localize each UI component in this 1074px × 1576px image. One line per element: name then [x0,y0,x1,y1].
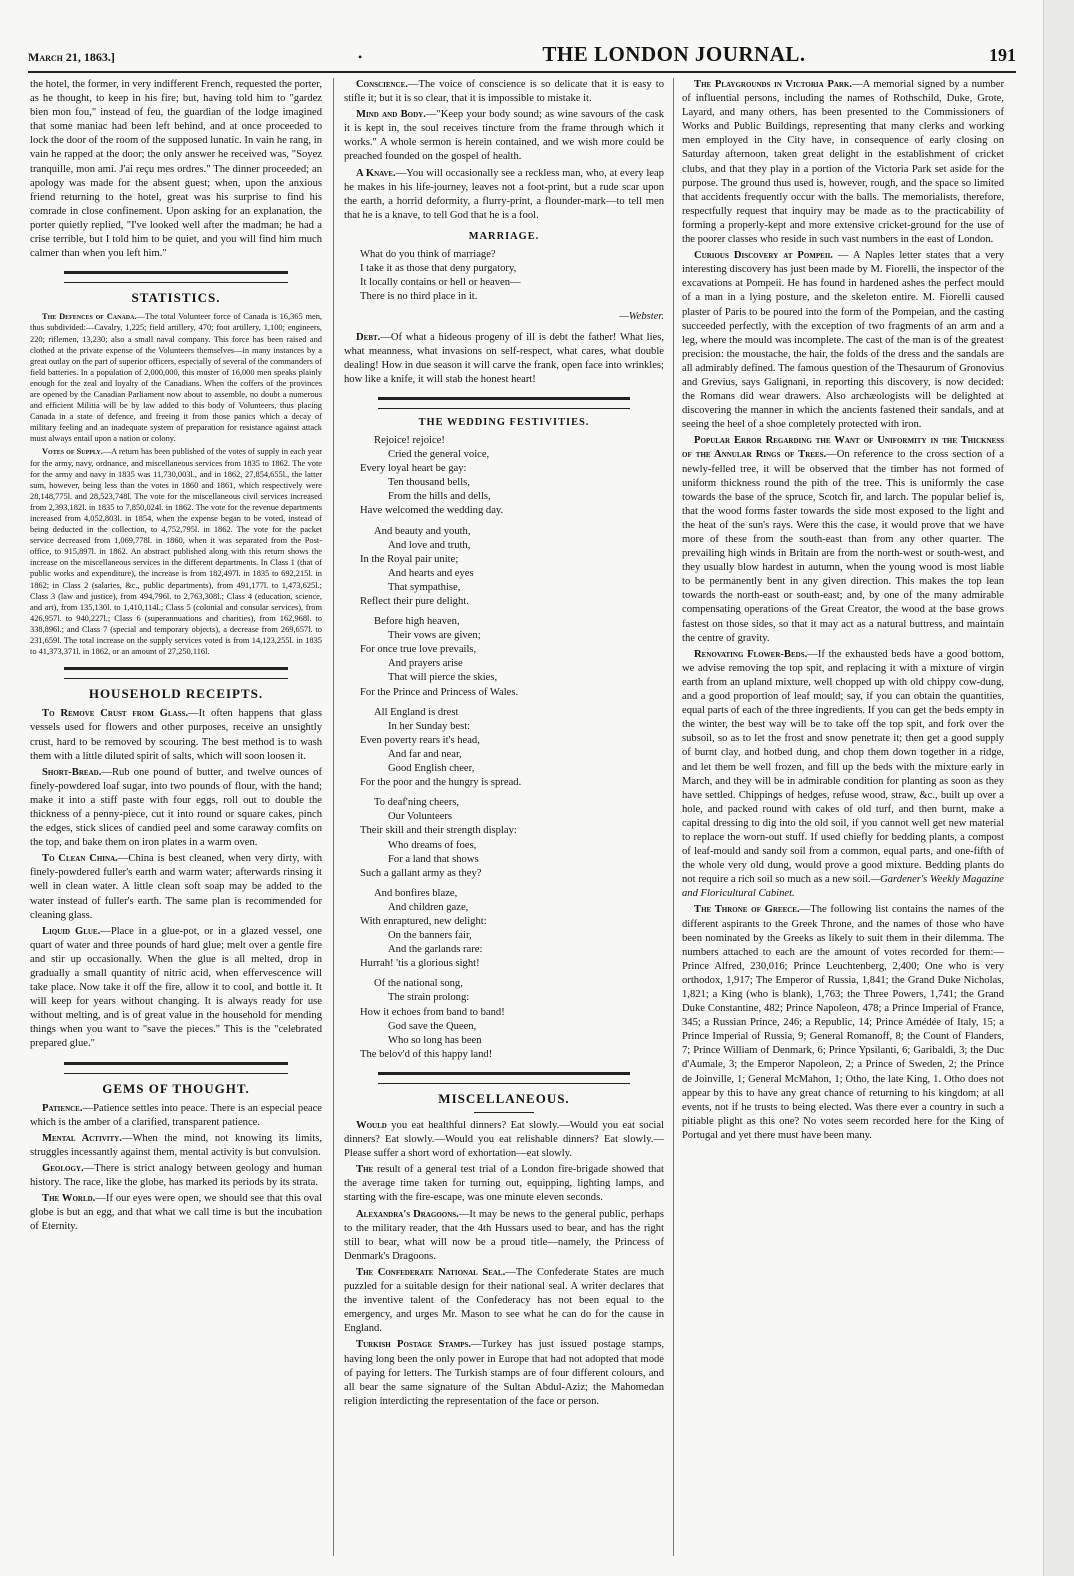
poem-line: All England is drest [374,706,459,718]
article-title: Debt. [356,331,381,343]
article-body: —It often happens that glass vessels used for flowers and other purposes, receive an unsightly crust, hard to be removed by scouring. The best method is to wash them with a little diluted spirit of salts, which will soon loosen it. [30,708,322,762]
article-body: — A Naples letter states that a very interesting discovery has just been made by M. Fiorelli, the inspector of the excavations at Pompeii. He has found in hardened ashes the perfect mould of a man in a lying posture, and the skeleton entire. M. Fiorelli caused plaster of Paris to be poured into the form of the Pompeian, and the casting succeeded perfectly, with the exception of two fragments of an arm and a leg, where the mould was incomplete. The cast of the man is of the greatest precision: the moustache, the hair, the folds of the dress and the sandals are all admirably defined. The famous question of the Thesaurum of Gronovius and Grevius, says Galignani, in reporting this discovery, is now decided: the Romans did wear drawers. Also archæologists will be delighted at discovering the manner in which the ancients fastened their sandals, and at seeing the heel of a shoe completely protected with iron. [682,250,1004,431]
article-title: Short-Bread. [42,766,102,778]
section-ornament [64,271,288,283]
article-title: The Throne of Greece. [694,904,800,916]
poem-line: And hearts and eyes [388,567,474,579]
article-title: Popular Error Regarding the Want of Uniformity in the Thickness of the Annular Rings of Trees. [682,435,1004,461]
misc-heading: MISCELLANEOUS. [438,1090,570,1106]
section-ornament [378,1072,630,1084]
household-heading: HOUSEHOLD RECEIPTS. [88,686,264,702]
article-body: —A return has been published of the votes of supply in each year for the army, navy, ordnance, and miscellaneous services from 1835 to 1862. The vote for the army and navy in 1835 was 11,730,003l., and in 1862, 27,854,655l., the latter sum, however, being less than the votes in 1860 and 1861, which respectively were 28,148,775l. and 28,523,748l. The vote for the miscellaneous civil services increased from 2,393,182l. in 1835 to 7,850,024l. in 1862. The vote for the revenue departments increased from 4,052,803l. in 1854, when the expense began to be voted, instead of being deducted in the collection, to 4,752,795l. in 1862. The vote for the packet service decreased from 1,069,778l. in 1860, when it was separated from the Post-office, to 915,897l. in 1862. An abstract published along with this return shows the increase on the miscellaneous services in the different departments. In Class 1 (that of public works and expenditure), the increase is from 182,497l. in 1835 to 692,215l. in 1862; in Class 2 (salaries, &c., public departments), from 491,177l. to 1,473,625l.; Class 3 (law and justice), from 494,796l. to 2,763,308l.; Class 4 (education, science, and art), from 135,130l. to 1,410,114l.; Class 5 (colonial and consular services), from 426,957l. to 940,227l.; Class 6 (superannuations and charities), from 162,968l. to 338,896l.; and Class 7 (special and temporary objects), a decrease from 269,657l. to 231,659l. The total increase on the supply services voted is from 14,123,255l. in 1835 to 41,373,371l. in 1862, or an amount of 27,250,116l. [30,447,322,657]
poem-stanza [344,796,664,881]
section-ornament [378,397,630,409]
column-right [682,78,1004,1558]
poem-line: Ten thousand bells, [388,477,470,489]
article-body: —The voice of conscience is so delicate that it is easy to stifle it; but it is so clear, that it is impossible to mistake it. [344,79,664,105]
article-title: Mental Activity. [42,1132,122,1144]
poem-line: Good English cheer, [388,763,475,775]
poem-line: And far and near, [388,748,462,760]
article [682,249,1004,432]
poem-line: And bonfires blaze, [374,887,458,899]
article-title: Conscience. [356,79,408,90]
section-ornament [64,1062,288,1074]
article-body: —When the mind, not knowing its limits, struggles incessantly against them, mental activity is but convulsion. [30,1132,322,1158]
poem-line: Before high heaven, [374,616,460,628]
poem-line: For the Prince and Princess of Wales. [360,686,519,698]
article [682,434,1004,645]
poem-line: The strain prolong: [388,992,470,1004]
article [30,1132,322,1160]
article-title: Turkish Postage Stamps. [356,1339,472,1351]
article-body: —You will occasionally see a reckless man, who, at every leap he makes in his life-journey, leaves not a foot-print, but a rude scar upon the earth, a horrid deformity, a flurry-print, a flounder-mark—to tell men that he is a knave, to tell God that he is a fool. [344,167,664,221]
poem-line: For once true love prevails, [360,644,477,656]
article-body: —It may be news to the general public, perhaps to the military reader, that the 4th Hussars used to bear, and has the right still to bear, what will now be a proud title—namely, the Princess of Denmark's Dragoons. [344,1208,664,1262]
poem-line: And love and truth, [388,539,471,551]
statistics-section [30,311,322,657]
poem-line: To deaf'ning cheers, [374,797,459,809]
poem-line: What do you think of marriage? [360,249,496,261]
article [344,331,664,387]
poem-stanza [344,977,664,1062]
story-continuation: the hotel, the former, in very indifferent French, requested the porter, as he thought, to keep in his fire; but, having told him to "gardez bien mon fou," instead of feu, the guardian of the lodge imagined that some maniac had been left behind, and at once proceeded to lock the door of the room of the supposed lunatic. In vain he rang, in vain he rapped at the door; the only answer he received was, "Soyez tranquille, mon ami. J'ai reçu mes ordres." The dinner proceeded; an apology was made for the absent guest; when, upon the anxious friend returning to the hotel, great was his surprise to find his comrade in close confinement. Upon asking for an explanation, the porter quietly replied, "I've looked well after the madman; he had a crise terrible, but I told him to be quiet, and you will find him much calmer than when you left him." [30,79,322,260]
masthead-rule [28,71,1016,73]
poem-line: I take it as those that deny purgatory, [360,263,517,275]
poem-line: There is no third place in it. [360,291,478,303]
article [682,903,1004,1143]
poem-line: In the Royal pair unite; [360,553,459,565]
article [30,925,322,1052]
article-body: —Of what a hideous progeny of ill is debt the father! What lies, what meanness, what invasions on self-respect, what cares, what double dealing! How in due season it will carve the frank, open face into wrinkles; how like a knife, it will stab the honest heart! [344,331,664,385]
article-title: The Playgrounds in Victoria Park. [694,79,853,90]
article-body: —Patience settles into peace. There is an especial peace which is the amber of a clarified, transparent patience. [30,1102,322,1128]
article-title: Liquid Glue. [42,925,101,937]
statistics-heading: STATISTICS. [131,290,221,306]
article-body: —Rub one pound of butter, and twelve ounces of finely-powdered loaf sugar, into two pounds of flour, with the hand; make it into a stiff paste with four eggs, roll out to double the thickness of a penny-piece, cut it into round or square cakes, pinch the edges, stick slices of candied peel and some caraway comfits on the top, and bake them on iron plates in a warm oven. [30,766,322,849]
article [30,311,322,444]
column-divider [333,78,334,1556]
poem-attribution: —Webster. [619,311,664,323]
poem-line: Such a gallant army as they? [360,867,482,879]
article [344,1338,664,1408]
poem-line: Their skill and their strength display: [360,825,517,837]
article-body: —China is best cleaned, when very dirty, with finely-powdered fuller's earth and warm water; afterwards rinsing it well in clean water. A little clean soft soap may be added to the water instead of fuller's earth. The same plan is recommended for cleaning glass. [30,853,322,921]
column-left [30,78,322,1558]
article [30,446,322,657]
article-body: result of a general test trial of a London fire-brigade showed that the average time taken for turning out, equipping, lighting lamps, and starting with the fire-escape, was one minute eleven seconds. [344,1164,664,1204]
poem-stanza [344,615,664,700]
marriage-poem [344,248,664,304]
article-title: Curious Discovery at Pompeii. [694,250,833,262]
poem-line: Who so long has been [388,1034,482,1046]
poem-line: Hurrah! 'tis a glorious sight! [360,958,480,970]
article-title: Would [356,1120,387,1131]
article-body: —If our eyes were open, we should see that this oval globe is but an egg, and that what we call time is but the incubation of Eternity. [30,1193,322,1233]
article [344,1208,664,1264]
article [30,1162,322,1190]
article-body: you eat healthful dinners? Eat slowly.—Would you eat social dinners? Eat slowly.—Would you eat relishable dinners? Eat slowly.—Please suffer a short word of exhortation—eat slowly. [344,1120,664,1160]
article-title: To Clean China. [42,853,118,865]
poem-stanza [344,887,664,972]
poem-line: And the garlands rare: [388,944,483,956]
poem-line: Their vows are given; [388,630,481,642]
article-title: Alexandra's Dragoons. [356,1208,459,1220]
column-middle [344,78,664,1558]
poem-line: And children gaze, [388,901,469,913]
poem-line: For a land that shows [388,853,479,865]
poem-line: From the hills and dells, [388,491,491,503]
poem-stanza [344,525,664,610]
heading-rule [474,1112,534,1113]
article [344,167,664,223]
article-body: —The following list contains the names of the different aspirants to the Greek Throne, and the names of those who have been nominated by the Greeks as likely to suit them in their dilemma. The numbers attached to each are the amount of votes recorded for them:—Prince Alfred, 230,016; Prince Leuchtenberg, 2,400; One who is very orthodox, 1,917; The Emperor of Russia, 1,841; the Grand Duke Nicholas, 1,821; a King (who is blank), 1,763; the Three Powers, 1,741; the Grand Duke Constantine, 482; Prince Napoleon, 478; a Prince Imperial of France, 345; a Russian Prince, 246; a Republic, 14; Prince Amédée of Italy, 15; a Prince Imperial of Russia, 9; General Romanoff, 8; the Count of Flanders, 7; Prince William of Denmark, 6; Prince Ypsilanti, 6; Garibaldi, 3; the Duc d'Aumale, 3; the Emperor Napoleon, 2; a Prince of Sweden, 2; the Prince de Joinville, 1; General McMahon, 1; Otho, the late King, 1. Otho does not appear by this to have any great chance of returning to his kingdom; at all events, not if he trusts to being elected. Was there ever a country in such a pitiable plight as this one? No votes seem recorded here for the King of Portugal and yet there must have been many. [682,904,1004,1141]
article-body: —On reference to the cross section of a newly-felled tree, it will be observed that the timber has not formed of uniform thickness round the pith of the tree. This is uniformly the case towards the base of the spruce, Scotch fir, and larch. The popular belief is, that the wood forms faster towards the side most exposed to the light and the heat of the sun's rays. Were this the case, it would prove that we have more of these from the south-east than from any other quarter. The prevailing high winds in Britain are from the north-west or south-west, and they usually blow hardest in autumn, when the young wood is most liable to be permanently bent in any given direction. This makes the top lean towards the north-east or south-east; and, by one of the many admirable compensating operations of the Great Creator, the wood at the base grows fastest on those sides, so that it may act as a natural buttress, and maintain the centre of gravity. [682,449,1004,644]
page-edge [1043,0,1074,1576]
marriage-heading: MARRIAGE. [468,230,540,242]
poem-line: Of the national song, [374,978,463,990]
article [30,1102,322,1130]
poem-line: That sympathise, [388,581,461,593]
article-title: Patience. [42,1102,83,1114]
masthead-ornament: • [358,50,363,64]
article-body: —"Keep your body sound; as wine savours of the cask it is kept in, the soul receives tincture from the frame through which it works." A whole sermon is herein contained, and we wish more could be preached founded on the gospel of health. [344,109,664,163]
poem-line: How it echoes from band to band! [360,1006,505,1018]
wedding-heading: THE WEDDING FESTIVITIES. [418,416,590,428]
article [30,1192,322,1234]
poem-line: Our Volunteers [388,811,453,823]
journal-title: THE LONDON JOURNAL. [542,42,806,66]
poem-line: In her Sunday best: [388,720,471,732]
page-number: 191 [989,45,1016,65]
article [682,648,1004,902]
article [682,78,1004,247]
article-body: —The Confederate States are much puzzled for a suitable design for their national seal. A writer declares that the inventive talent of the Confederacy has not been equal to the emergency, and urges Mr. Mason to see what he can do for the cause in England. [344,1266,664,1335]
poem-line: With enraptured, new delight: [360,915,487,927]
article-title: A Knave. [356,167,396,179]
poem-line: Rejoice! rejoice! [374,434,445,446]
article-body: —The total Volunteer force of Canada is 16,365 men, thus subdivided:—Cavalry, 1,225; field artillery, 470; foot artillery, 1,100; engineers, 220; riflemen, 13,230; also a small naval company. This force has been raised and clothed at the private expense of the Volunteers themselves—in many instances by a great outlay on the part of superior officers, especially of several of the commanders of field batteries. In a population of 2,000,000, this muster of 16,000 men speaks plainly enough for the zeal and loyalty of the Canadians. When the coffers of the provinces are opened by the Canadian Parliament now about to assemble, no doubt a numerous and efficient Militia will be by law added to this body of Volunteers, thus placing Canada in a state of defence, and freeing it from those panics which a decay of military feeling and an inadequate system of preparation for resistance against attack must always entail upon a nation or colony. [30,312,322,444]
article-title: To Remove Crust from Glass. [42,708,189,720]
article [344,1266,664,1336]
article-title: The [356,1164,374,1176]
poem-line: Reflect their pure delight. [360,596,469,607]
article-title: Votes of Supply. [42,447,103,457]
article-body: —If the exhausted beds have a good bottom, we advise removing the top spit, and replacing it with a mixture of virgin earth from an upland mixture, well chopped up with old chippy cow-dung, and a good proportion of leaf mould; say, if you can obtain the quantities, equal parts of each of the three ingredients. If you can get the beds empty in the winter, the best way will be to take off the top spit, and fork over the subsoil, so as to let the frost and snow penetrate it; then get a good supply of burnt clay, and hotbed dung, and chop them down together in a ridge, and let them be well frozen, and fill up the beds with the mixture early in March, and they will be in admirable condition for planting as soon as they have settled. Chippings of hedges, refuse wood, straw, &c., built up over a hole, and packed round with cakes of old turf, and then burnt, make a capital dressing to dig into the old soil, if you cannot well get new material to replace the worn-out stuff. If used chiefly for bedding plants, a compost of leaf-mould and sandy soil from a common, equal parts, and one-fifth of the whole very old dung, would prove a good mixture. Bedding plants do not require a rich soil so much as a new soil. [682,648,1004,886]
article-body: —There is strict analogy between geology and human history. The race, like the globe, has marked its periods by its strata. [30,1163,322,1189]
column-divider [673,78,674,1556]
article-title: The Defences of Canada. [42,312,137,322]
article-title: The Confederate National Seal. [356,1266,506,1278]
article [30,707,322,763]
article-title: The World. [42,1193,96,1205]
section-ornament [64,667,288,679]
article [30,852,322,922]
article [344,78,664,106]
poem-stanza [344,434,664,519]
article-title: Renovating Flower-Beds. [694,648,808,660]
article [344,108,664,164]
poem-line: God save the Queen, [388,1020,477,1032]
article-title: Mind and Body. [356,109,426,121]
article [344,1119,664,1161]
gems-heading: GEMS OF THOUGHT. [102,1080,250,1096]
article-title: Geology. [42,1163,84,1175]
masthead [28,42,1016,68]
poem-line: Even poverty rears it's head, [360,734,480,746]
poem-line: For the poor and the hungry is spread. [360,777,522,789]
article-source: —Gardener's Weekly Magazine and Floricultural Cabinet. [682,874,1004,900]
article-body: —Place in a glue-pot, or in a glazed vessel, one quart of water and three pounds of hard glue; melt over a gentle fire and stir up occasionally. When the glue is all melted, drop in gradually a small quantity of nitric acid, when effervescence will take place. Now take it off the fire, allow it to cool, and bottle it. It will keep for years without changing. It is always ready for use without melting, and is of great value in the household for mending things when you want to "save the pieces." This is the "celebrated prepared glue." [30,925,322,1050]
issue-date: March 21, 1863.] [28,50,115,64]
poem-line: Who dreams of foes, [388,839,477,851]
poem-line: On the banners fair, [388,930,472,942]
wedding-poem [344,434,664,1062]
poem-line: It locally contains or hell or heaven— [360,277,521,289]
poem-line: Cried the general voice, [388,449,490,461]
article-body: —Turkey has just issued postage stamps, having long been the only power in Europe that had not adopted that mode of paying for letters. The Turkish stamps are of four different colours, and all bear the same signature of the Sultan Abdul-Aziz; the Mahomedan religion interdicting the representation of the face or person. [344,1339,664,1407]
poem-line: And prayers arise [388,658,463,670]
poem-stanza [344,706,664,791]
poem-line: The belov'd of this happy land! [360,1048,493,1060]
poem-line: Every loyal heart be gay: [360,463,467,475]
poem-line: And beauty and youth, [374,525,471,537]
article-body: —A memorial signed by a number of influential persons, including the names of Rothschild, Duke, Grote, Layard, and many others, has been presented to the Commissioners of Works and Public Buildings, representing that many clerks and working men employed in the City have, in consequence of early closing on Saturday afternoon, taken great delight in the establishment of cricket clubs, and that they play in a portion of the Victoria Park set aside for the purpose. The ground thus used is, however, rough, and the space so limited that accidents frequently occur with the balls. The memorialists, therefore, respectfully request that inquiry may be made as to the practicability of forming a properly-kept and more extensive cricket-ground for the use of the poorer classes who reside in such vast numbers in the east of London. [682,79,1004,246]
article [30,766,322,851]
article [344,1163,664,1205]
poem-line: That will pierce the skies, [388,672,498,684]
poem-line: Have welcomed the wedding day. [360,505,504,517]
